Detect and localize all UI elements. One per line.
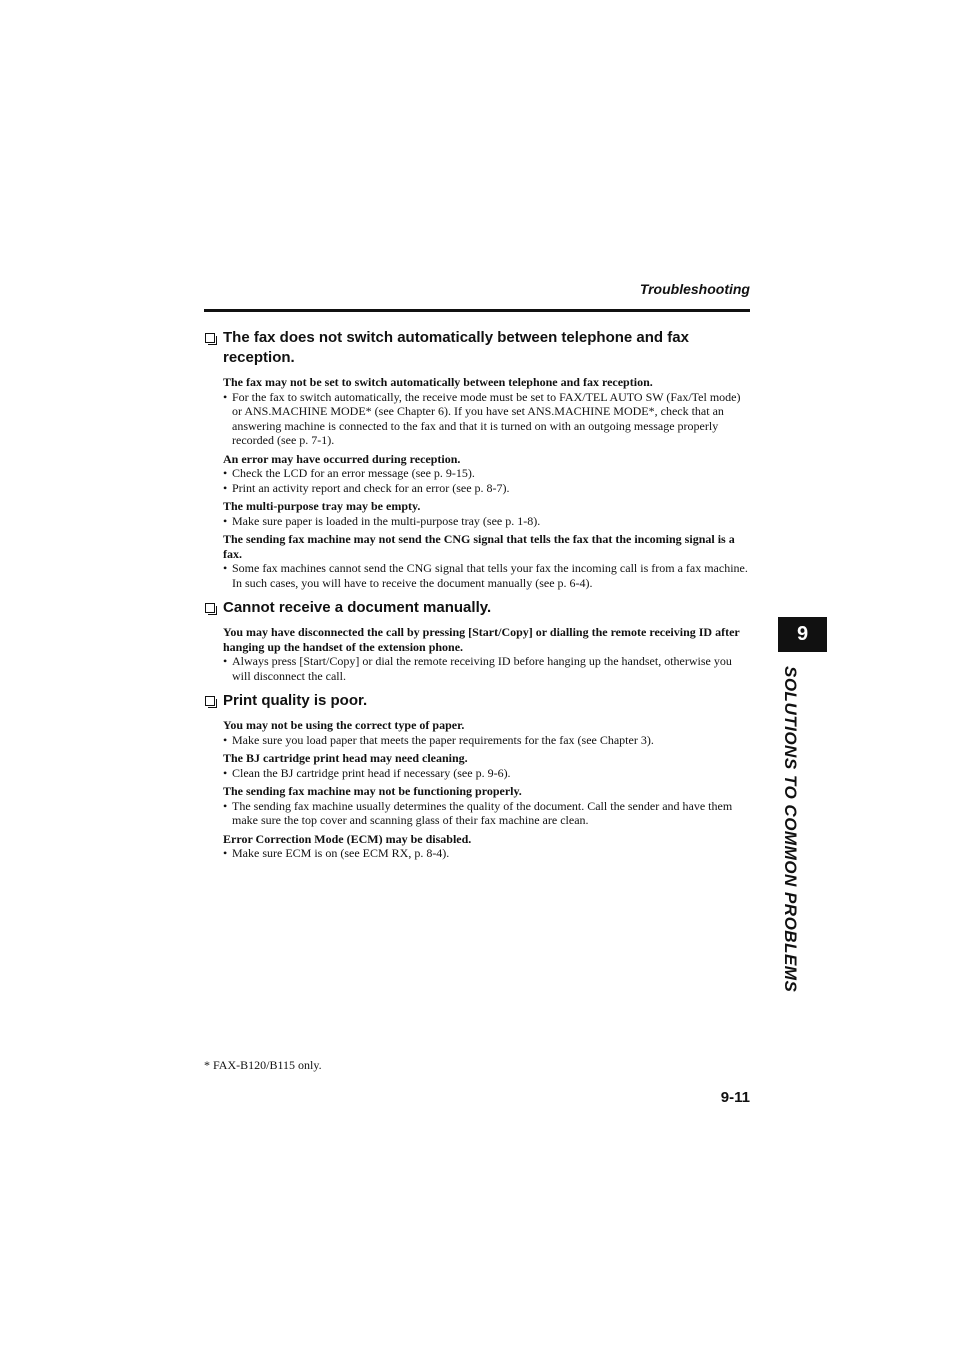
chapter-tab-number: 9 <box>778 617 827 652</box>
cause-group <box>204 452 750 496</box>
bullet-item: • Some fax machines cannot send the CNG signal that tells your fax the incoming call is from a fax machine. In such cases, you will have to receive the document manually (see p. 6-4). <box>223 561 750 590</box>
bullet-item: • Make sure paper is loaded in the multi-purpose tray (see p. 1-8). <box>223 514 750 529</box>
main-content <box>204 328 750 869</box>
cause-text: The sending fax machine may not send the CNG signal that tells the fax that the incoming signal is a fax. <box>223 532 735 561</box>
cause-group <box>204 832 750 861</box>
cause-group <box>204 375 750 448</box>
checkbox-bullet-icon <box>205 333 215 343</box>
bullet-list <box>223 799 750 828</box>
cause-group <box>204 784 750 828</box>
section-heading-text: Print quality is poor. <box>223 692 368 709</box>
bullet-item: • Print an activity report and check for an error (see p. 8-7). <box>223 481 750 496</box>
bullet-list <box>223 561 750 590</box>
bullet-item: • For the fax to switch automatically, the receive mode must be set to FAX/TEL AUTO SW (Fax/Tel mode) or ANS.MACHINE MODE* (see Chapter 6). If you have set ANS.MACHINE MODE*, check that an answering machine is connected to the fax and that it is turned on with an outgoing message properly recorded (see p. 7-1). <box>223 390 750 448</box>
running-head: Troubleshooting <box>639 281 750 297</box>
cause-group <box>204 751 750 780</box>
bullet-item: • Clean the BJ cartridge print head if necessary (see p. 9-6). <box>223 766 750 781</box>
bullet-list <box>223 390 750 448</box>
cause-text: The sending fax machine may not be functioning properly. <box>223 784 522 798</box>
section-print-quality <box>204 691 750 861</box>
footnote: * FAX-B120/B115 only. <box>204 1058 322 1072</box>
bullet-item: • The sending fax machine usually determines the quality of the document. Call the sender and have them make sure the top cover and scanning glass of their fax machine are clean. <box>223 799 750 828</box>
section-heading <box>204 328 750 368</box>
cause-text: The multi-purpose tray may be empty. <box>223 499 421 513</box>
cause-text: The BJ cartridge print head may need cleaning. <box>223 751 468 765</box>
cause-text: You may not be using the correct type of paper. <box>223 718 465 732</box>
bullet-item: • Check the LCD for an error message (see p. 9-15). <box>223 466 750 481</box>
cause-text: An error may have occurred during reception. <box>223 451 461 466</box>
bullet-item: • Always press [Start/Copy] or dial the remote receiving ID before hanging up the handset, otherwise you will disconnect the call. <box>223 654 750 683</box>
checkbox-bullet-icon <box>205 603 215 613</box>
bullet-item: • Make sure you load paper that meets the paper requirements for the fax (see Chapter 3). <box>223 733 750 748</box>
cause-group <box>204 499 750 528</box>
checkbox-bullet-icon <box>205 696 215 706</box>
section-heading-text: Cannot receive a document manually. <box>223 599 492 616</box>
section-auto-switch <box>204 328 750 590</box>
section-manual-receive <box>204 598 750 683</box>
page-number: 9-11 <box>720 1089 750 1106</box>
cause-text: The fax may not be set to switch automatically between telephone and fax reception. <box>223 375 653 389</box>
cause-text: You may have disconnected the call by pressing [Start/Copy] or dialling the remote receiving ID after hanging up the handset of the extension phone. <box>223 625 740 654</box>
cause-group <box>204 625 750 683</box>
bullet-list <box>223 654 750 683</box>
header-rule <box>204 309 750 312</box>
bullet-list <box>223 733 750 748</box>
cause-group <box>204 718 750 747</box>
bullet-list <box>223 846 750 861</box>
section-heading <box>204 598 750 618</box>
bullet-list <box>223 466 750 495</box>
bullet-list <box>223 514 750 529</box>
section-heading-text: The fax does not switch automatically between telephone and fax reception. <box>223 329 689 366</box>
cause-text: Error Correction Mode (ECM) may be disabled. <box>223 831 472 846</box>
bullet-list <box>223 766 750 781</box>
cause-group <box>204 532 750 590</box>
bullet-item: • Make sure ECM is on (see ECM RX, p. 8-4). <box>223 846 750 861</box>
chapter-tab-title: SOLUTIONS TO COMMON PROBLEMS <box>781 666 800 993</box>
section-heading <box>204 691 750 711</box>
